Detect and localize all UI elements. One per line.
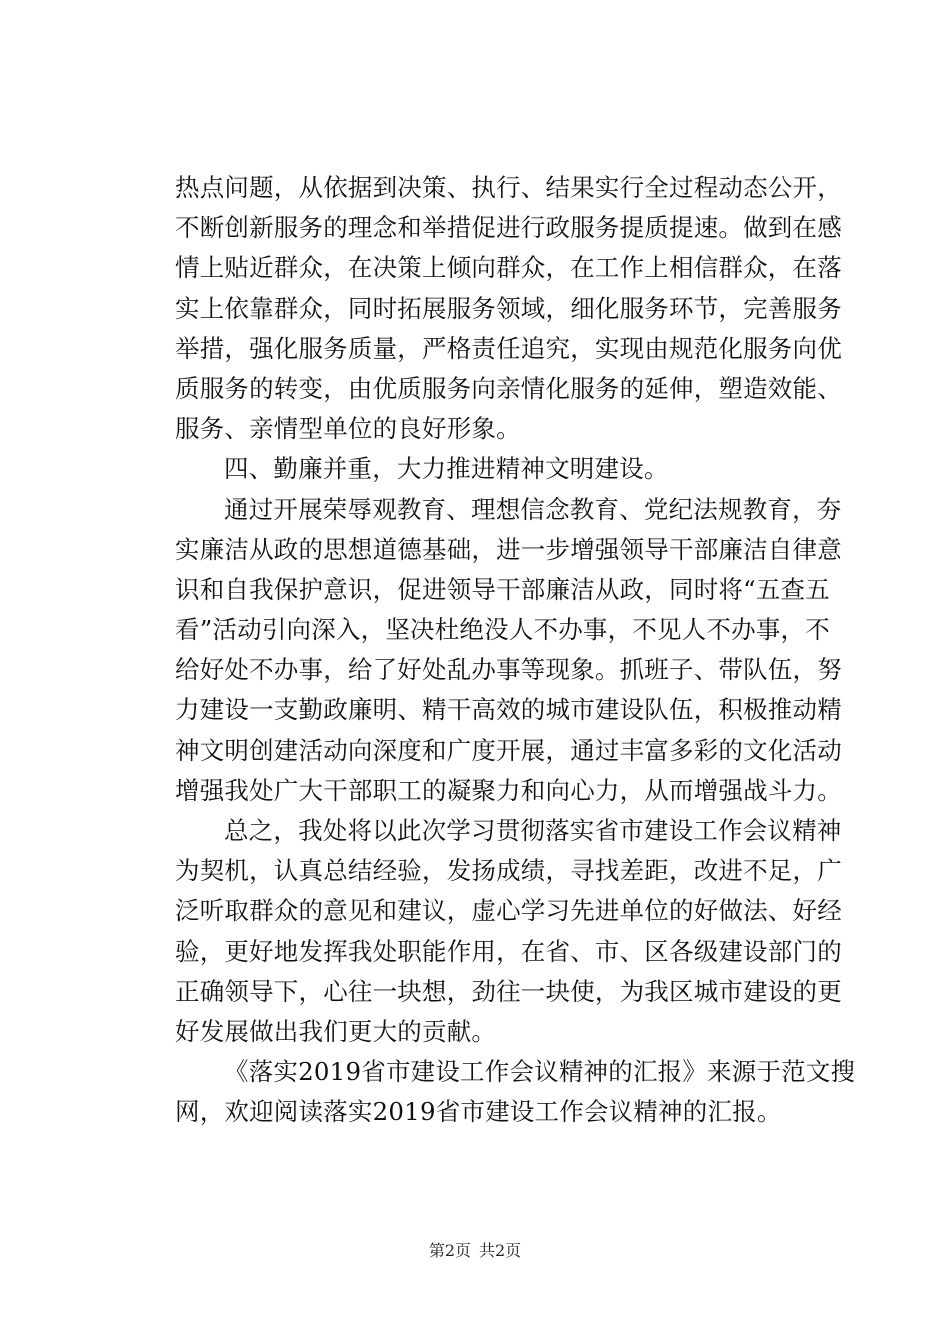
text-line: 看”活动引向深入，坚决杜绝没人不办事，不见人不办事，不 bbox=[175, 615, 830, 645]
text-line: 神文明创建活动向深度和广度开展，通过丰富多彩的文化活动 bbox=[175, 735, 842, 765]
page-number: 第2页 bbox=[428, 1241, 471, 1260]
text-line: 热点问题，从依据到决策、执行、结果实行全过程动态公开， bbox=[175, 173, 842, 202]
page-total: 共2页 bbox=[479, 1241, 522, 1260]
text-line: 情上贴近群众，在决策上倾向群众，在工作上相信群众，在落 bbox=[175, 253, 842, 283]
text-line: 好发展做出我们更大的贡献。 bbox=[175, 1016, 497, 1046]
text-line: 质服务的转变，由优质服务向亲情化服务的延伸，塑造效能、 bbox=[175, 373, 842, 403]
text-line: 《落实2019省市建设工作会议精神的汇报》来源于范文搜 bbox=[224, 1057, 856, 1087]
text-line: 力建设一支勤政廉明、精干高效的城市建设队伍，积极推动精 bbox=[175, 695, 842, 725]
text-line: 泛听取群众的意见和建议，虚心学习先进单位的好做法、好经 bbox=[175, 896, 842, 926]
text-line: 识和自我保护意识，促进领导干部廉洁从政，同时将“五查五 bbox=[175, 574, 830, 604]
page-footer bbox=[0, 1241, 950, 1261]
text-line: 实上依靠群众，同时拓展服务领域，细化服务环节，完善服务 bbox=[175, 293, 842, 323]
text-line: 为契机，认真总结经验，发扬成绩，寻找差距，改进不足，广 bbox=[175, 856, 842, 886]
text-line: 举措，强化服务质量，严格责任追究，实现由规范化服务向优 bbox=[175, 333, 842, 363]
text-line: 四、勤廉并重，大力推进精神文明建设。 bbox=[224, 454, 669, 484]
text-line: 验，更好地发挥我处职能作用，在省、市、区各级建设部门的 bbox=[175, 936, 842, 966]
text-line: 总之，我处将以此次学习贯彻落实省市建设工作会议精神 bbox=[224, 816, 842, 845]
text-line: 实廉洁从政的思想道德基础，进一步增强领导干部廉洁自律意 bbox=[175, 534, 842, 564]
text-line: 通过开展荣辱观教育、理想信念教育、党纪法规教育，夯 bbox=[224, 494, 842, 524]
text-line: 给好处不办事，给了好处乱办事等现象。抓班子、带队伍，努 bbox=[175, 655, 842, 685]
text-line: 正确领导下，心往一块想，劲往一块使，为我区城市建设的更 bbox=[175, 976, 842, 1006]
document-body bbox=[175, 168, 856, 1133]
text-line: 网，欢迎阅读落实2019省市建设工作会议精神的汇报。 bbox=[175, 1097, 782, 1127]
text-line: 增强我处广大干部职工的凝聚力和向心力，从而增强战斗力。 bbox=[175, 775, 842, 805]
text-line: 不断创新服务的理念和举措促进行政服务提质提速。做到在感 bbox=[175, 213, 842, 243]
text-line: 服务、亲情型单位的良好形象。 bbox=[175, 414, 521, 444]
